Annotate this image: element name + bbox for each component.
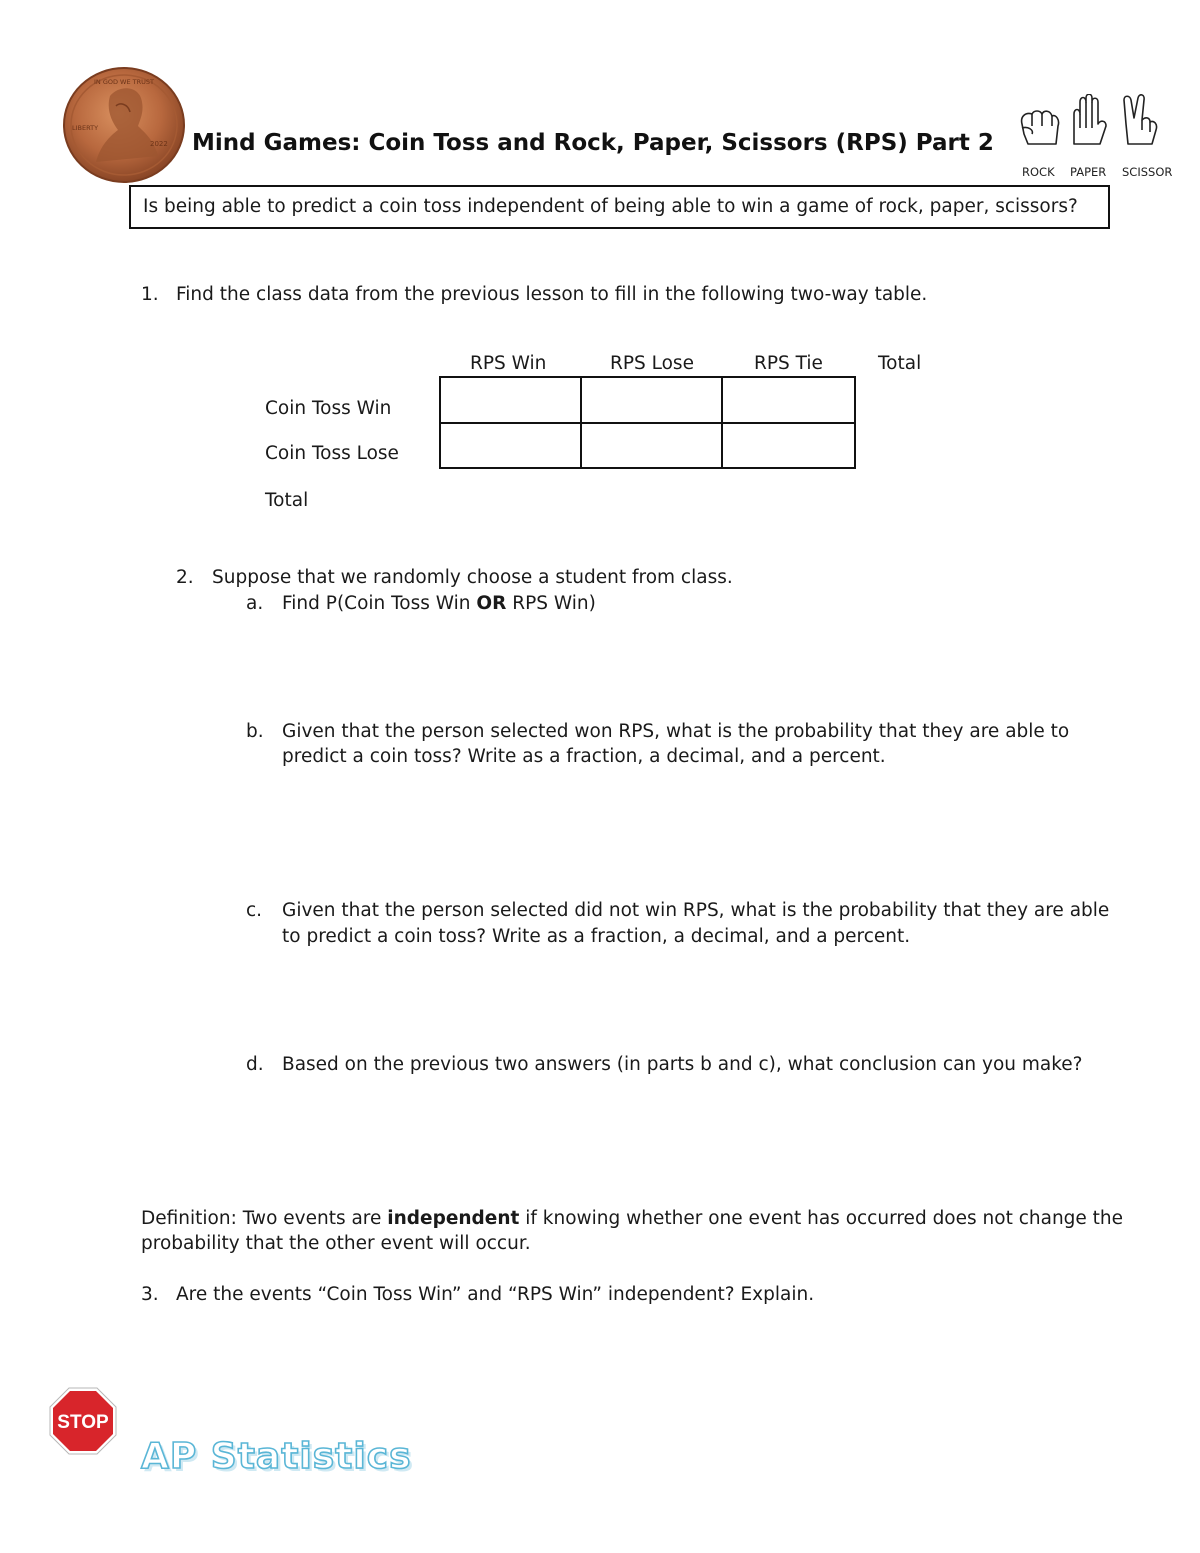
course-title: AP Statistics <box>141 1436 412 1477</box>
q2-text: Suppose that we randomly choose a student from class. <box>212 567 733 588</box>
q2a-text <box>282 593 596 614</box>
hand-label-scissor: SCISSOR <box>1122 165 1173 179</box>
table-cell[interactable] <box>581 377 722 423</box>
q2c-line1: Given that the person selected did not win RPS, what is the probability that they are able <box>282 900 1110 921</box>
table-row-header: Total <box>265 490 309 511</box>
q2d-letter: d. <box>246 1054 264 1075</box>
q3-number: 3. <box>141 1284 159 1305</box>
hand-label-paper: PAPER <box>1070 165 1107 179</box>
table-row-header: Coin Toss Lose <box>265 443 399 464</box>
table-cell[interactable] <box>722 377 855 423</box>
stop-sign-label: STOP <box>57 1412 109 1433</box>
rock-paper-scissors-hands-icon <box>1016 94 1180 160</box>
coin-year: 2022 <box>150 140 168 148</box>
definition-post: if knowing whether one event has occurred does not change the <box>519 1208 1124 1229</box>
essential-question-box <box>129 185 1110 229</box>
definition-line2: probability that the other event will occur. <box>141 1233 531 1254</box>
q2c-line2: to predict a coin toss? Write as a fraction, a decimal, and a percent. <box>282 926 911 947</box>
q2a-or: OR <box>476 593 507 614</box>
two-way-table <box>439 376 856 469</box>
definition-term: independent <box>387 1208 520 1229</box>
table-cell[interactable] <box>440 377 581 423</box>
table-col-header: RPS Win <box>470 353 547 374</box>
table-cell[interactable] <box>722 423 855 468</box>
table-cell[interactable] <box>440 423 581 468</box>
q1-number: 1. <box>141 284 159 305</box>
q2c-letter: c. <box>246 900 263 921</box>
q1-text: Find the class data from the previous lesson to fill in the following two-way table. <box>176 284 928 305</box>
coin-liberty: LIBERTY <box>72 124 99 132</box>
table-cell[interactable] <box>581 423 722 468</box>
table-col-header: Total <box>878 353 922 374</box>
essential-question-text: Is being able to predict a coin toss independent of being able to win a game of rock, paper, scissors? <box>143 196 1078 217</box>
penny-coin-image <box>62 66 186 184</box>
stop-sign-icon <box>48 1386 118 1456</box>
q2b-line1: Given that the person selected won RPS, what is the probability that they are able to <box>282 721 1070 742</box>
q3-text: Are the events “Coin Toss Win” and “RPS Win” independent? Explain. <box>176 1284 815 1305</box>
q2d-text: Based on the previous two answers (in parts b and c), what conclusion can you make? <box>282 1054 1083 1075</box>
q2a-post: RPS Win) <box>506 593 596 614</box>
q2-number: 2. <box>176 567 194 588</box>
table-col-header: RPS Lose <box>610 353 694 374</box>
table-row-header: Coin Toss Win <box>265 398 392 419</box>
hand-label-rock: ROCK <box>1022 165 1055 179</box>
q2a-pre: Find P(Coin Toss Win <box>282 593 477 614</box>
q2b-letter: b. <box>246 721 264 742</box>
page-title: Mind Games: Coin Toss and Rock, Paper, Scissors (RPS) Part 2 <box>192 130 994 156</box>
definition-line1 <box>141 1208 1123 1229</box>
table-col-header: RPS Tie <box>754 353 823 374</box>
q2b-line2: predict a coin toss? Write as a fraction, a decimal, and a percent. <box>282 746 886 767</box>
q2a-letter: a. <box>246 593 264 614</box>
definition-pre: Definition: Two events are <box>141 1208 388 1229</box>
coin-motto: IN GOD WE TRUST <box>93 78 155 86</box>
